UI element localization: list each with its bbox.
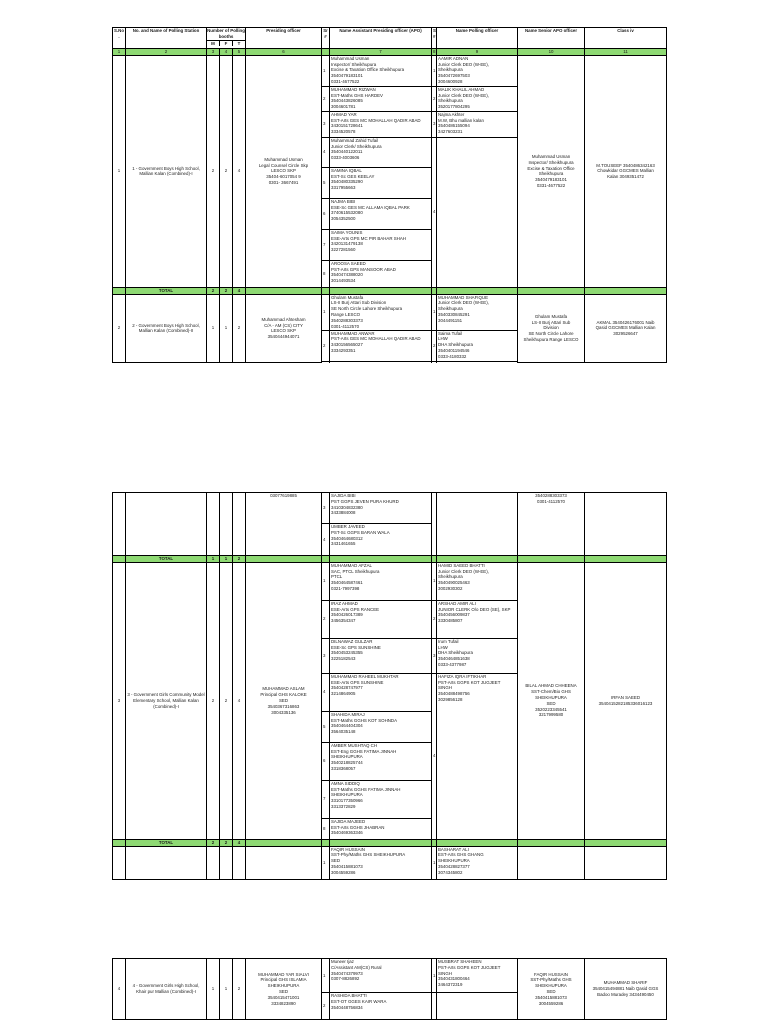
booths-m: 2	[207, 562, 220, 839]
header-m: M	[207, 41, 220, 47]
header-t: T	[237, 40, 241, 46]
header-sr2: S #	[432, 28, 437, 49]
apo-entry: Muneer Ijaz C/Assistant AM(CS) Rural 3540474379973 0307-8826892	[330, 959, 432, 993]
senior-apo-officer: Muhammad Usman Inspector/ Sheikhupura Excise & Taxation Office Sheikhupura 3540479183101 0331-4677522	[518, 55, 585, 287]
index-cell: 9	[437, 49, 518, 56]
presiding-officer: Muhammad Ahtesham C/A - AM (CS) CITY LESCO SKP 3540444944071	[246, 294, 322, 362]
total-f: 1	[220, 556, 233, 563]
booths-f: 2	[220, 562, 233, 839]
column-index-row	[113, 49, 667, 56]
apo-number: 3	[322, 638, 330, 673]
index-cell: 2	[126, 49, 207, 56]
po-entry: MUHAMMAD SHAFIQUE Junior Clerk DEO (W-EE), Sheikhupura 3540330845291 3044491151	[437, 294, 518, 330]
booths-t: 2	[233, 294, 246, 362]
station-name: 3 - Government Girls Community Model Elementary School, Mallian Kalan (Combined)-I	[126, 562, 207, 839]
apo-number: 7	[322, 229, 330, 260]
total-t: 4	[233, 287, 246, 294]
document-page-1	[112, 27, 666, 408]
total-label: TOTAL	[126, 287, 207, 294]
polling-staff-table-page-2	[112, 492, 667, 880]
po-entry: HAFIZA IQRA IFTIKHAR PST-Arts GGPS KOT JUGJEET SINGH 3540488498756 3029856128	[437, 673, 518, 839]
index-cell: 7	[330, 49, 432, 56]
index-cell: 1	[113, 49, 126, 56]
table-row	[113, 562, 667, 600]
header-apo: Name Assistant Presiding officer (APO)	[330, 28, 432, 49]
header-booths	[207, 28, 246, 49]
apo-number: 2	[322, 330, 330, 361]
station-name: 1 - Government Boys High School, Mallian Kalan (Combined)-I	[126, 55, 207, 287]
total-f: 2	[220, 839, 233, 846]
apo-number: 1	[322, 294, 330, 330]
booths-m: 2	[207, 55, 220, 287]
po-entry: Irum Tufail LHW DHA Sheikhupura 3540464851638 0333-4377987	[437, 638, 518, 673]
header-sno: S.No.	[113, 28, 126, 49]
senior-apo-continued: 3540288303373 0301-4112570	[518, 493, 585, 556]
table-row	[113, 55, 667, 86]
booths-t: 2	[233, 959, 246, 1020]
po-number: 1	[432, 959, 437, 993]
header-presiding: Presiding officer	[246, 28, 322, 49]
index-cell: 8	[433, 49, 436, 54]
station-name: 4 - Government Girls High School, Khair pur Mallian (Combined)-I	[126, 959, 207, 1020]
po-entry: BASHARAT ALI EST-Arts GHS GHANG SHEIKHUPURA 3540428827377 3074345802	[437, 846, 518, 879]
index-cell: 10	[518, 49, 585, 56]
apo-entry: MUHAMMAD RIZWAN EST-Maths GHS HARDEV 3540443826085 3004601781	[330, 86, 432, 111]
apo-number: 4	[322, 524, 330, 556]
po-number: 4	[432, 137, 437, 287]
total-label: TOTAL	[126, 556, 207, 563]
apo-number: 8	[322, 260, 330, 287]
table-row	[113, 493, 667, 524]
po-number: 2	[432, 86, 437, 111]
index-cell: 5	[233, 49, 246, 56]
po-number: 4	[432, 673, 437, 839]
apo-number: 2	[322, 993, 330, 1020]
apo-entry: AMBER MUSHTAQ CH EST-Eng GGHS FATIMA JINNAH SHEIKHUPURA 3540218825744 3318368057	[330, 742, 432, 780]
index-cell: 11	[585, 49, 667, 56]
header-station: No. and Name of Polling Station	[126, 28, 207, 49]
total-row	[113, 839, 667, 846]
apo-number: 3	[322, 111, 330, 137]
class-iv-staff: AKMAL 3540426176001 Naib Qasid GGCMES Mallian Kalan 3029526647	[585, 294, 667, 362]
station-sno: 1	[113, 55, 126, 287]
booths-m: 1	[207, 294, 220, 362]
total-m: 1	[207, 556, 220, 563]
po-entry-empty	[437, 137, 518, 287]
senior-apo-officer: FAQIR HUSSAIN SST-Phy/Maths GHS SHEIKHUPURA SED 3540415881073 3004559286	[518, 959, 585, 1020]
apo-number: 7	[322, 780, 330, 818]
polling-staff-table-page-3	[112, 958, 667, 1020]
apo-number: 1	[322, 55, 330, 86]
apo-number: 1	[322, 959, 330, 993]
po-number: 1	[432, 55, 437, 86]
apo-entry: MUHAMMAD AFZAL SAC, PTCL Sheikhupura PTCL 3540464587461 0321-7997398	[330, 562, 432, 600]
table-header-row	[113, 28, 667, 49]
po-entry: MALIK KHALIL AHMAD Junior Clerk DEO (W-EE), Sheikhupura 3520177804295	[437, 86, 518, 111]
document-page-2	[112, 492, 666, 876]
class-iv-staff: MUHAMMAD SHARIF 3540415494881 Naib Qasid GGS Badoo Muradey 3434490450	[585, 959, 667, 1020]
po-entry: AAMIR ADNAN Junior Clerk DEO (W-EE), Sheikhupura 3540472697503 3004600928	[437, 55, 518, 86]
table-row	[113, 294, 667, 330]
apo-number: 4	[322, 137, 330, 167]
apo-number: 1	[322, 562, 330, 600]
index-cell: 4	[220, 49, 233, 56]
po-number: 3	[432, 111, 437, 137]
presiding-officer-continued: 03077619885	[246, 493, 322, 556]
total-m: 2	[207, 839, 220, 846]
station-sno: 3	[113, 562, 126, 839]
apo-entry: AMNA SIDDIQ EST-Maths GGHS FATIMA JINNAH SHEIKHUPURA 3310177350966 3313372829	[330, 780, 432, 818]
po-entry: Najma Akhter M.W, Bhu mallian kalan 3540486155094 3427603231	[437, 111, 518, 137]
presiding-officer: MUHAMMAD ASLAM Principal GHS KALOKE SED 3540367316863 3004335136	[246, 562, 322, 839]
po-number: 1	[432, 294, 437, 330]
apo-number: 2	[322, 600, 330, 638]
station-name: 2 - Government Boys High School, Mallian Kalan (Combined)-II	[126, 294, 207, 362]
station-sno: 2	[113, 294, 126, 362]
total-t: 4	[233, 839, 246, 846]
apo-number: 1	[322, 846, 330, 879]
header-polling-officer: Name Polling officer	[437, 28, 518, 49]
po-entry: HAMID SAEED BHATTI Junior Clerk DEO (W-EE), Sheikhupura 3540490025463 3002930302	[437, 562, 518, 600]
apo-number: 6	[322, 198, 330, 229]
apo-entry: SAIMA YOUNIS ESE-Arts GPS MC PIR BAHAR SHAH 3420131479138 3227281560	[330, 229, 432, 260]
index-cell: 6	[246, 49, 322, 56]
apo-entry: NAJMA BIBI ESE-Sc GES MC ALLAMA IQBAL PARK 3740615532080 3054352500	[330, 198, 432, 229]
header-booths-sub	[207, 40, 245, 47]
booths-f: 1	[220, 294, 233, 362]
apo-entry: IRAZ AHMAD ESE-Arts GPS RANCEE 3540426017389 3456354347	[330, 600, 432, 638]
apo-entry: SAJIDA MAJEED EST-Arts GGHS JHABRAN 3540469363346	[330, 818, 432, 839]
header-booths-label: Number of Polling booths	[207, 28, 245, 39]
booths-m: 1	[207, 959, 220, 1020]
apo-number: 4	[322, 673, 330, 711]
presiding-officer: MUHAMMAD YAR SIALVI Principal GHS ISLAMIA SHEIKHUPURA SED 3540415471001 3334823890	[246, 959, 322, 1020]
po-number: 2	[432, 330, 437, 361]
apo-entry: AHMAD YAR EST-Arts GES MC MOHALLAH QADIR ABAD 3430151728641 3334520578	[330, 111, 432, 137]
index-cell: 3	[207, 49, 220, 56]
table-row	[113, 846, 667, 879]
apo-entry: Muhammad Usman Inspector/ Sheikhupura Excise & Taxation Office Sheikhupura 3540479183101 0331-4677522	[330, 55, 432, 86]
presiding-officer: Muhammad Usman Legal Counsel Circle Skp LESCO SKP 35404-6017054 9 0301- 3667491	[246, 55, 322, 287]
senior-apo-officer: Ghulam Mustafa LS-II Burj Attari Sub Division SE North Circle Lahore Sheikhupura Range LESCO	[518, 294, 585, 362]
senior-apo-officer: BILAL AHMAD CHHEENA SST-Chem/Bio GHS SHEIKHUPURA SED 3520223345541 3217999580	[518, 562, 585, 839]
apo-entry: FAQIR HUSSAIN SST-Phy/Maths GHS SHEIKHUPURA SED 3540415881073 3004559286	[330, 846, 432, 879]
apo-entry: MUHAMMAD RAHEEL MUKHTAR ESE-Arts GPS SUNSHINE 3540428747977 3214864905	[330, 673, 432, 711]
booths-t: 4	[233, 55, 246, 287]
po-number: 1	[432, 846, 437, 879]
po-entry: Saima Tufail LHW DHA Sheikhupura 3540401194546 0333-4180332	[437, 330, 518, 361]
apo-entry: Muhammad Zahid Tufail Junior Clerk/ Sheikhupura 3540440122011 0333-4003606	[330, 137, 432, 167]
po-entry: ARSHAD AMIR ALI JUNIOR CLERK O/o DEO (SE), SKP 3540456009837 3330485807	[437, 600, 518, 638]
apo-number: 2	[322, 86, 330, 111]
header-class-iv: Class iv	[585, 28, 667, 49]
apo-entry: DILNAWAZ GULZAR ESE-Sc GPS SUNSHINE 3540453245355 3225182543	[330, 638, 432, 673]
po-number: 2	[432, 600, 437, 638]
apo-entry: MUHAMMAD ANWAR PST-Arts GES MC MOHALLAH QADIR ABAD 3430156565027 3334293351	[330, 330, 432, 361]
total-row	[113, 556, 667, 563]
booths-t: 4	[233, 562, 246, 839]
po-number: 1	[432, 562, 437, 600]
po-entry: MUSBRAT SHAHEEN PST-Arts GGPS KOT JUGJEET SINGH 3540431800464 3464372319	[437, 959, 518, 993]
total-label: TOTAL	[126, 839, 207, 846]
total-m: 2	[207, 287, 220, 294]
booths-f: 1	[220, 959, 233, 1020]
class-iv-staff: M.TOUSEEF 3540486342163 Chowkidar GGCMES Mallian Kalan 3049351472	[585, 55, 667, 287]
table-row	[113, 959, 667, 993]
header-sr: Sr#	[322, 28, 330, 49]
booths-f: 2	[220, 55, 233, 287]
apo-entry: AROOSA SAEED PST-Arts GPS MANSOOR ABAD 3540474388020 3014493534	[330, 260, 432, 287]
total-f: 2	[220, 287, 233, 294]
header-senior-apo: Name Senior APO officer	[518, 28, 585, 49]
class-iv-staff: IRFAN SAEED 3540415282185336016123	[585, 562, 667, 839]
apo-entry: Ghulam Mustafa LS-II Burj Attari Sub Division SE North Circle Lahore Sheikhupura Range LESCO 3540288303373 0301-4112570	[330, 294, 432, 330]
polling-staff-table-page-1	[112, 27, 667, 363]
apo-entry: UMBER JAVEED PST-Sc GGPS BARAN WALA 3540464680312 3431461655	[330, 524, 432, 556]
apo-entry: SAJIDA BIBI PST GGPS JEVEN PURA KHURD 3410304832380 3433884008	[330, 493, 432, 524]
apo-number: 6	[322, 742, 330, 780]
po-number: 3	[432, 638, 437, 673]
apo-number: 5	[322, 711, 330, 742]
apo-entry: SAMINA IQBAL EST-Sc GES KEELAY 3540480335290 3317955663	[330, 167, 432, 198]
total-t: 2	[233, 556, 246, 563]
apo-number: 8	[322, 818, 330, 839]
station-sno: 4	[113, 959, 126, 1020]
document-page-3	[112, 958, 666, 1024]
header-f: F	[220, 41, 233, 47]
apo-number: 3	[322, 493, 330, 524]
total-row	[113, 287, 667, 294]
apo-entry: RASHIDA BHATTI EST-OT GGES KAIR WARA 3540448756834	[330, 993, 432, 1020]
apo-entry: SHAHIDA MIRAJ EST-Maths GGHS KOT SOHNDA 3540464404304 3564035148	[330, 711, 432, 742]
apo-number: 5	[322, 167, 330, 198]
